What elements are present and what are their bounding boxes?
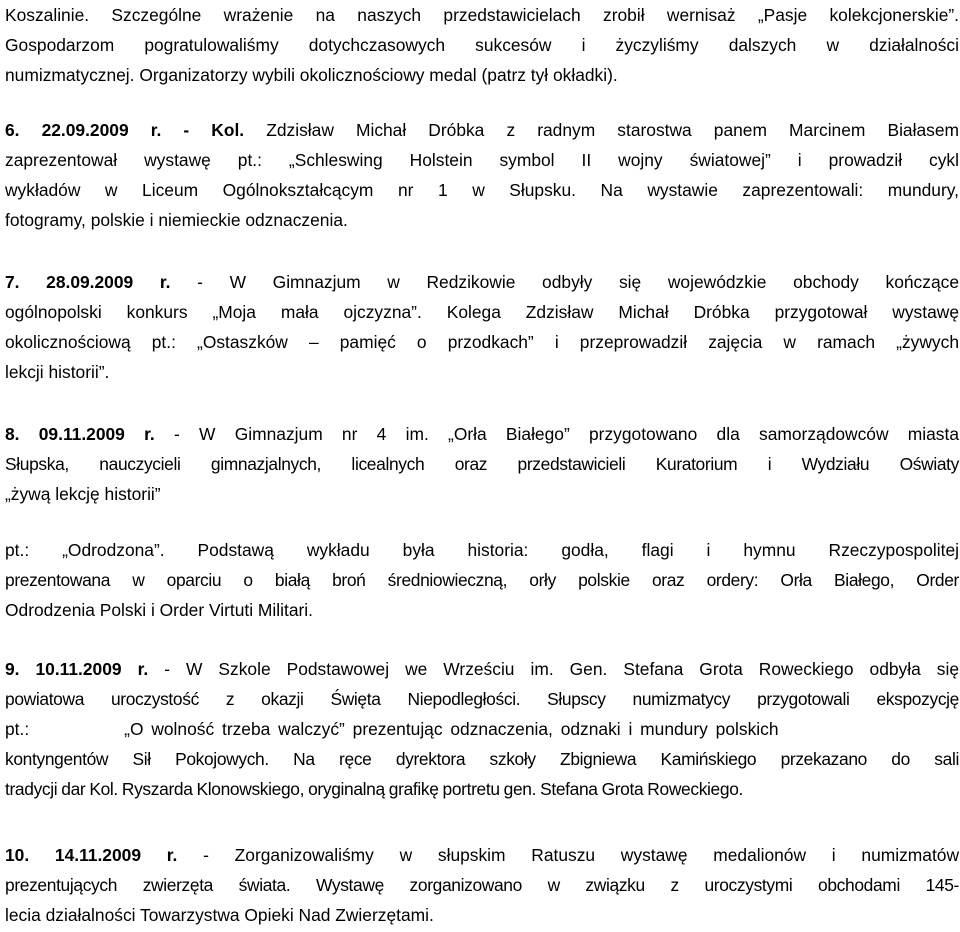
entry-date: 6. 22.09.2009 r. - Kol. — [5, 120, 245, 140]
text-line — [5, 840, 959, 870]
entry-8 — [5, 419, 959, 509]
entry-6 — [5, 115, 959, 235]
text-line — [5, 115, 959, 145]
text-line — [5, 419, 959, 449]
text-line: tradycji dar Kol. Ryszarda Klonowskiego, oryginalną grafikę portretu gen. Stefana Grota Roweckiego. — [5, 779, 744, 799]
paragraph-odrodzona — [5, 535, 959, 625]
text-line: numizmatycznej. Organizatorzy wybili okolicznościowy medal (patrz tył okładki). — [5, 65, 618, 85]
text-line — [5, 654, 959, 684]
entry-text: Zdzisław Michał Dróbka z radnym starostwa panem Marcinem Białasem — [244, 120, 959, 140]
entry-date: 8. 09.11.2009 r. — [5, 424, 155, 444]
entry-text: „O wolność trzeba walczyć” prezentując odznaczenia, odznaki i mundury polskich — [124, 719, 779, 739]
pt-label: pt.: — [5, 719, 30, 739]
text-line: wykładów w Liceum Ogólnokształcącym nr 1 w Słupsku. Na wystawie zaprezentowali: mundury, — [5, 180, 959, 200]
entry-date: 10. 14.11.2009 r. — [5, 845, 178, 865]
text-line: Gospodarzom pogratulowaliśmy dotychczasowych sukcesów i życzyliśmy dalszych w działalności — [5, 35, 959, 55]
entry-10 — [5, 840, 959, 930]
text-line: prezentujących zwierzęta świata. Wystawę zorganizowano w związku z uroczystymi obchodami 145- — [5, 875, 959, 895]
text-line: kontyngentów Sił Pokojowych. Na ręce dyrektora szkoły Zbigniewa Kamińskiego przekazano do sali — [5, 749, 959, 769]
text-line: lekcji historii”. — [5, 362, 110, 382]
entry-text: - Zorganizowaliśmy w słupskim Ratuszu wystawę medalionów i numizmatów — [177, 845, 960, 865]
entry-date: 9. 10.11.2009 r. — [5, 659, 149, 679]
text-line: „żywą lekcję historii” — [5, 484, 161, 504]
text-line: Koszalinie. Szczególne wrażenie na naszych przedstawicielach zrobił wernisaż „Pasje kolekcjonerskie”. — [5, 5, 959, 25]
text-line — [5, 714, 959, 744]
text-line: zaprezentował wystawę pt.: „Schleswing Holstein symbol II wojny światowej” i prowadził cykl — [5, 150, 959, 170]
text-line: ogólnopolski konkurs „Moja mała ojczyzna”. Kolega Zdzisław Michał Dróbka przygotował wystawę — [5, 302, 959, 322]
text-line: Słupska, nauczycieli gimnazjalnych, licealnych oraz przedstawicieli Kuratorium i Wydziału Oświaty — [5, 454, 959, 474]
entry-date: 7. 28.09.2009 r. — [5, 272, 171, 292]
entry-text: - W Gimnazjum w Redzikowie odbyły się wojewódzkie obchody kończące — [170, 272, 959, 292]
text-line: fotogramy, polskie i niemieckie odznaczenia. — [5, 210, 348, 230]
text-line: pt.: „Odrodzona”. Podstawą wykładu była historia: godła, flagi i hymnu Rzeczypospolitej — [5, 540, 959, 560]
entry-text: - W Szkole Podstawowej we Wrześciu im. Gen. Stefana Grota Roweckiego odbyła się — [148, 659, 959, 679]
entry-text: - W Gimnazjum nr 4 im. „Orła Białego” przygotowano dla samorządowców miasta — [154, 424, 959, 444]
entry-7 — [5, 267, 959, 387]
text-line: Odrodzenia Polski i Order Virtuti Militari. — [5, 600, 313, 620]
paragraph-continuation — [5, 0, 959, 90]
entry-9 — [5, 654, 959, 804]
text-line: lecia działalności Towarzystwa Opieki Nad Zwierzętami. — [5, 905, 434, 925]
text-line: okolicznościową pt.: „Ostaszków – pamięć o przodkach” i przeprowadził zajęcia w ramach „żywych — [5, 332, 959, 352]
text-line: prezentowana w oparciu o białą broń średniowieczną, orły polskie oraz ordery: Orła Białego, Order — [5, 570, 959, 590]
text-line — [5, 267, 959, 297]
text-line: powiatowa uroczystość z okazji Święta Niepodległości. Słupscy numizmatycy przygotowali ekspozycję — [5, 689, 959, 709]
